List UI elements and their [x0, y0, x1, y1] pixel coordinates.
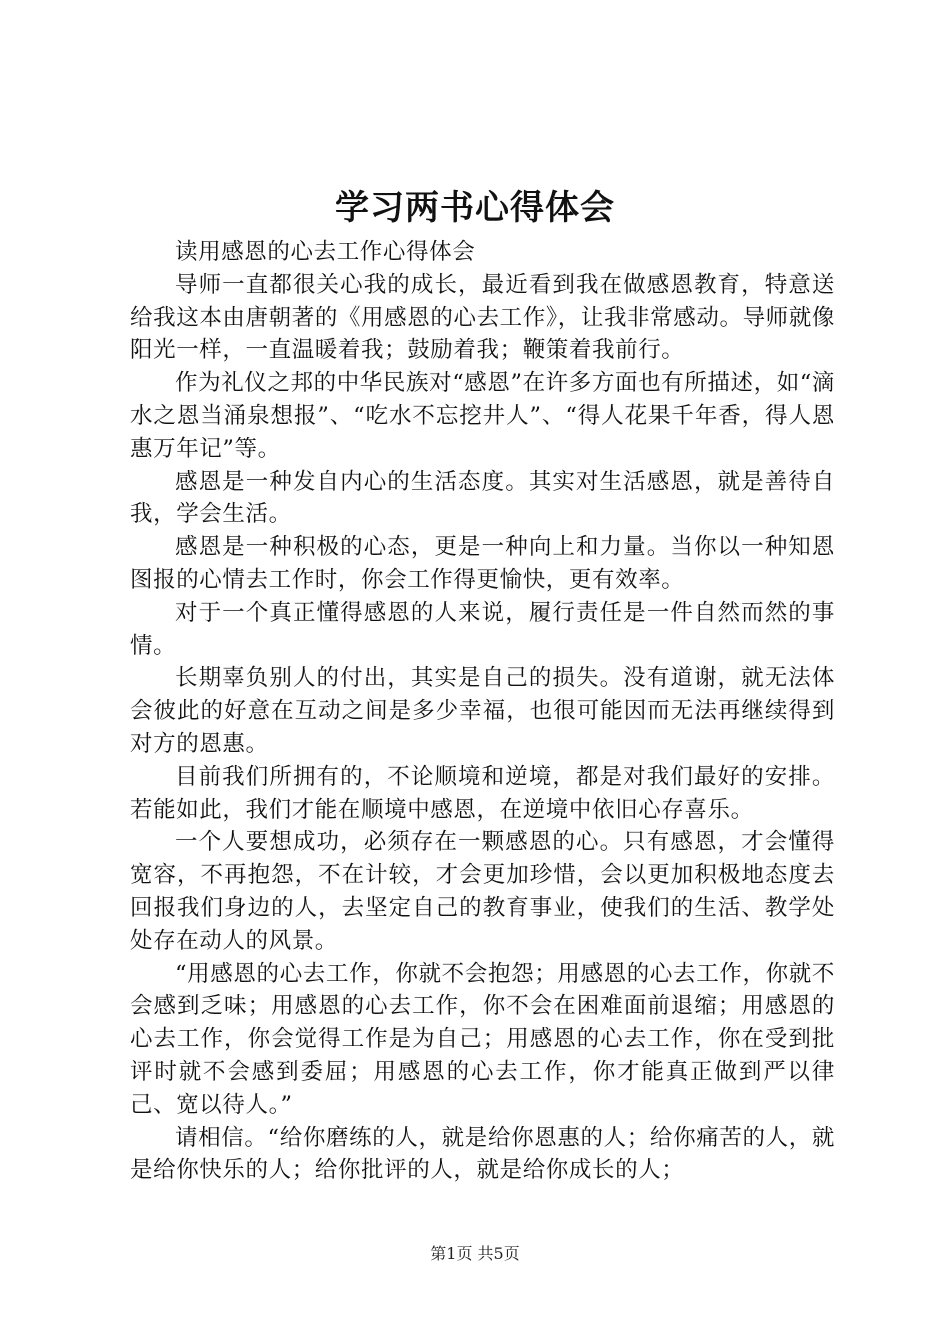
- paragraph: 导师一直都很关心我的成长，最近看到我在做感恩教育，特意送给我这本由唐朝著的《用感恩的心去工作》，让我非常感动。导师就像阳光一样，一直温暖着我；鼓励着我；鞭策着我前行。: [130, 271, 835, 364]
- paragraph: 感恩是一种发自内心的生活态度。其实对生活感恩，就是善待自我，学会生活。: [130, 468, 835, 528]
- paragraph: 对于一个真正懂得感恩的人来说，履行责任是一件自然而然的事情。: [130, 599, 835, 659]
- paragraph: 请相信。“给你磨练的人，就是给你恩惠的人；给你痛苦的人，就是给你快乐的人；给你批评的人，就是给你成长的人；: [130, 1124, 835, 1184]
- page-title: 学习两书心得体会: [335, 188, 615, 228]
- paragraph: 感恩是一种积极的心态，更是一种向上和力量。当你以一种知恩图报的心情去工作时，你会工作得更愉快，更有效率。: [130, 534, 835, 593]
- paragraph: “用感恩的心去工作，你就不会抱怨；用感恩的心去工作，你就不会感到乏味；用感恩的心去工作，你不会在困难面前退缩；用感恩的心去工作，你会觉得工作是为自己；用感恩的心去工作，你在受到批评时就不会感到委屈；用感恩的心去工作，你才能真正做到严以律己、宽以待人。”: [130, 960, 835, 1118]
- page-footer: 第1页 共5页: [430, 1244, 520, 1263]
- paragraph: 一个人要想成功，必须存在一颗感恩的心。只有感恩，才会懂得宽容，不再抱怨，不在计较，才会更加珍惜，会以更加积极地态度去回报我们身边的人，去坚定自己的教育事业，使我们的生活、教学处处存在动人的风景。: [130, 829, 835, 954]
- article-subtitle: 读用感恩的心去工作心得体会: [175, 239, 476, 265]
- paragraph: 作为礼仪之邦的中华民族对“感恩”在许多方面也有所描述，如“滴水之恩当涌泉想报”、“吃水不忘挖井人”、“得人花果千年香，得人恩惠万年记”等。: [130, 370, 836, 462]
- paragraph: 目前我们所拥有的，不论顺境和逆境，都是对我们最好的安排。若能如此，我们才能在顺境中感恩，在逆境中依旧心存喜乐。: [130, 763, 835, 823]
- paragraph: 长期辜负别人的付出，其实是自己的损失。没有道谢，就无法体会彼此的好意在互动之间是多少幸福，也很可能因而无法再继续得到对方的恩惠。: [130, 665, 835, 757]
- document-body: [130, 236, 835, 1187]
